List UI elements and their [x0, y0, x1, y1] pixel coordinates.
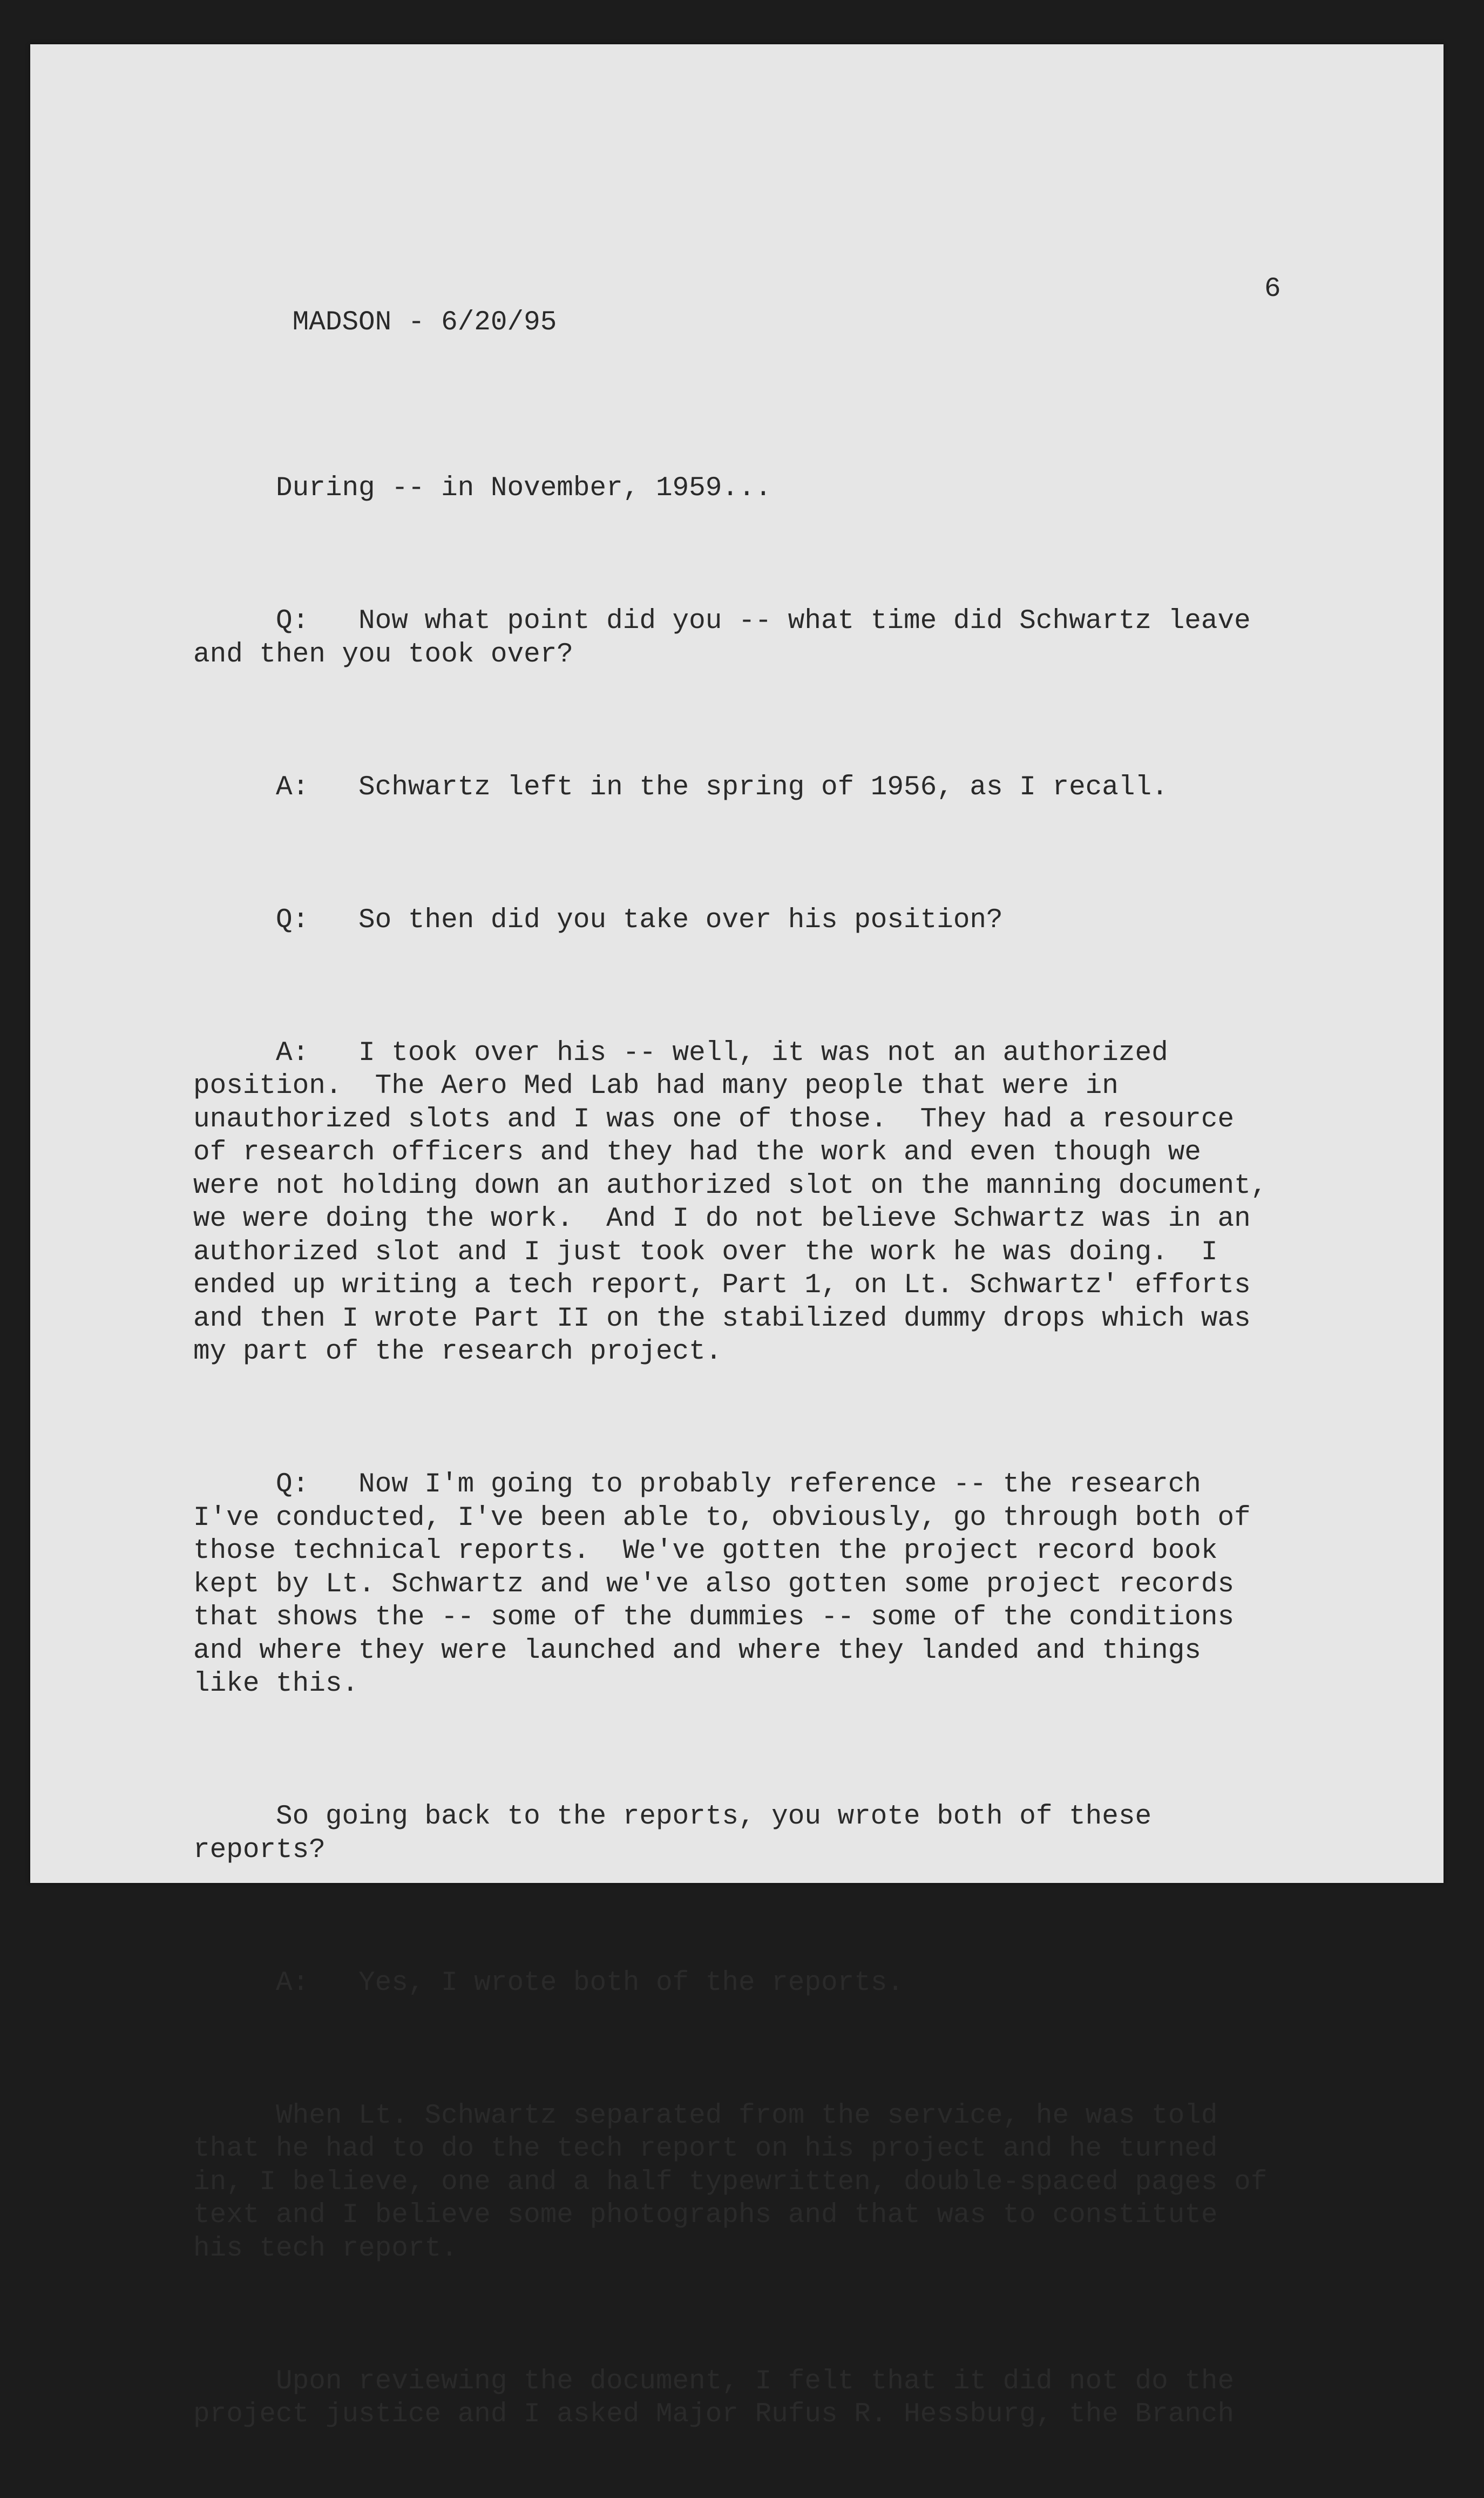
paragraph: Q: Now what point did you -- what time did Schwartz leave and then you took over?	[193, 606, 1251, 670]
paragraph: Q: Now I'm going to probably reference -- the research I've conducted, I've been able to, obviously, go through both of those technical reports. We've gotten the project record book kept by Lt. Schwartz and we've also gotten some project records that shows the -- some of the dummies -- some of the conditions and where they were launched and where they landed and things like this.	[193, 1469, 1251, 1699]
page-header	[193, 273, 1327, 338]
paragraph: During -- in November, 1959...	[193, 473, 772, 504]
paragraph: So going back to the reports, you wrote both of these reports?	[193, 1801, 1152, 1866]
paragraph: When Lt. Schwartz separated from the service, he was told that he had to do the tech report on his project and he turned in, I believe, one and a half typewritten, double-spaced pages of text and I believe some photographs and that was to constitute his tech report.	[193, 2100, 1268, 2264]
paragraph: A: Schwartz left in the spring of 1956, as I recall.	[193, 772, 1168, 803]
paragraph: Q: So then did you take over his position?	[193, 904, 1003, 936]
paragraph: A: I took over his -- well, it was not an authorized position. The Aero Med Lab had many people that were in unauthorized slots and I was one of those. They had a resource of research officers and they had the work and even though we were not holding down an authorized slot on the manning document, we were doing the work. And I do not believe Schwartz was in an authorized slot and I just took over the work he was doing. I ended up writing a tech report, Part 1, on Lt. Schwartz' efforts and then I wrote Part II on the stabilized dummy drops which was my part of the research project.	[193, 1037, 1268, 1367]
paragraph: Upon reviewing the document, I felt that it did not do the project justice and I asked Major Rufus R. Hessburg, the Branch	[193, 2366, 1235, 2430]
header-title: MADSON - 6/20/95	[292, 307, 557, 338]
document-page	[30, 44, 1444, 2430]
paragraph: A: Yes, I wrote both of the reports.	[193, 1967, 904, 1999]
transcript-body	[193, 206, 1327, 2498]
page-number: 6	[1264, 274, 1281, 305]
